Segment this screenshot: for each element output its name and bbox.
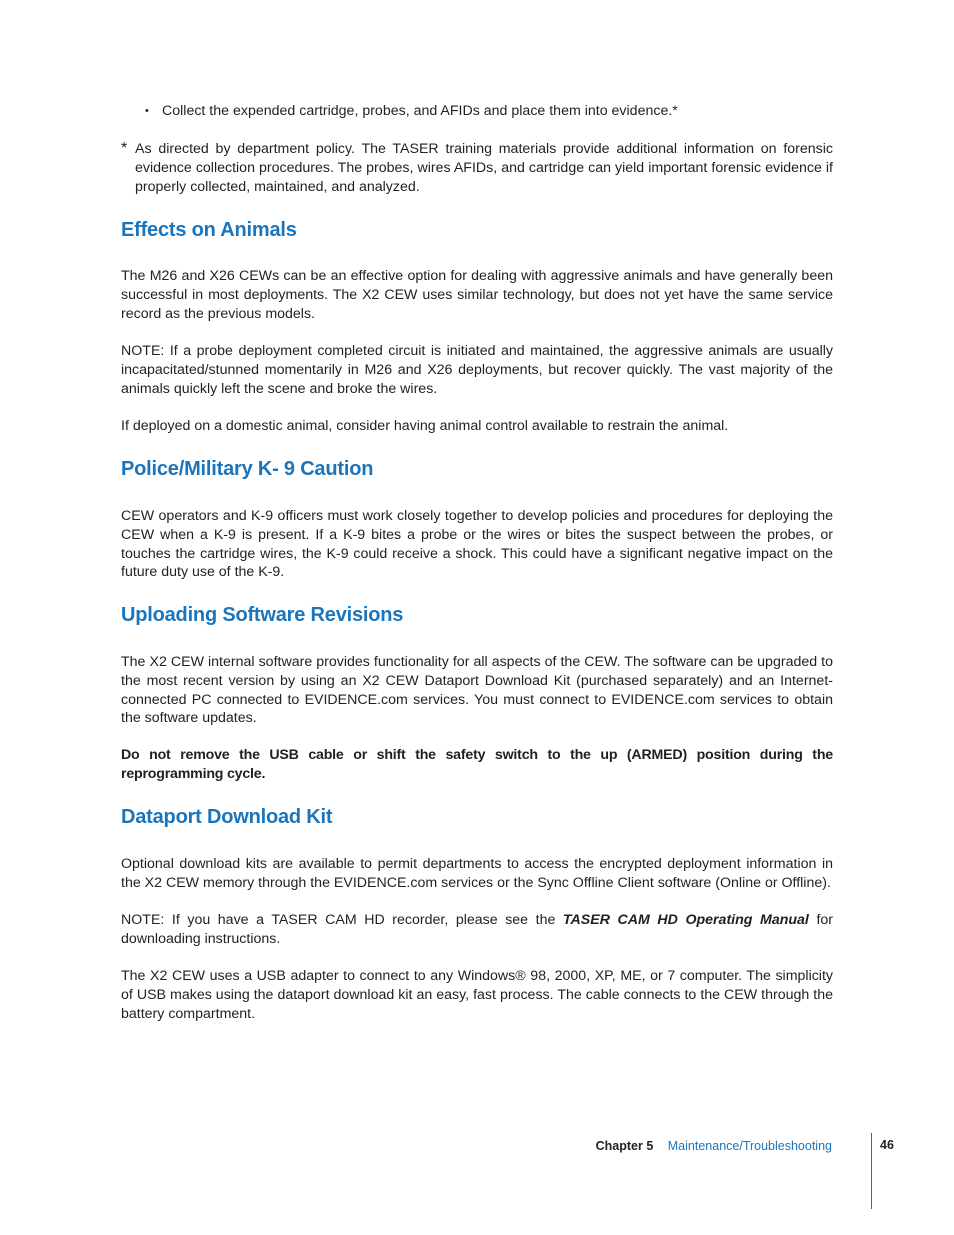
heading-k9-caution: Police/Military K- 9 Caution [121,458,374,480]
bullet-item: • Collect the expended cartridge, probes, and AFIDs and place them into evidence.* [145,102,833,121]
paragraph: CEW operators and K-9 officers must work closely together to develop policies and procedures for deploying the CEW when a K-9 is present. If a K-9 bites a probe or the wires or bites the suspect between the probes, or touches the cartridge wires, the K-9 could receive a shock. This could have a significant negative impact on the future duty use of the K-9. [121,508,833,581]
bullet-list [145,102,833,121]
page-number: 46 [880,1138,894,1152]
dataport-note [121,911,833,949]
animals-paragraph-3 [121,417,833,436]
software-warning [121,746,833,784]
animals-paragraph-2 [121,342,833,398]
dataport-paragraph-3 [121,967,833,1023]
footer-chapter: Chapter 5 [595,1139,654,1153]
paragraph: The X2 CEW uses a USB adapter to connect to any Windows® 98, 2000, XP, ME, or 7 computer. The simplicity of USB makes using the dataport download kit an easy, fast process. The cable connects to the CEW through the battery compartment. [121,968,833,1022]
warning-paragraph: Do not remove the USB cable or shift the safety switch to the up (ARMED) position during the reprogramming cycle. [121,747,833,782]
note-suffix: for downloading instructions. [121,912,834,947]
heading-effects-on-animals: Effects on Animals [121,219,297,241]
footnote-text: As directed by department policy. The TASER training materials provide additional information on forensic evidence collection procedures. The probes, wires AFIDs, and cartridge can yield important forensic evidence if properly collected, maintained, and analyzed. [135,141,833,195]
footnote [121,140,833,196]
page-footer [596,1137,832,1155]
paragraph: The M26 and X26 CEWs can be an effective option for dealing with aggressive animals and have generally been successful in most deployments. The X2 CEW uses similar technology, but does not yet have the same service record as the previous models. [121,268,833,322]
paragraph: If deployed on a domestic animal, consider having animal control available to restrain the animal. [121,418,729,434]
footnote-mark: * [121,140,128,157]
note-prefix: NOTE: If you have a TASER CAM HD recorder, please see the [121,912,563,928]
paragraph: Optional download kits are available to permit departments to access the encrypted deployment information in the X2 CEW memory through the EVIDENCE.com services or the Sync Offline Client software (Online or Offline). [121,856,833,891]
paragraph: NOTE: If a probe deployment completed circuit is initiated and maintained, the aggressive animals are usually incapacitated/stunned momentarily in M26 and X26 deployments, but recover quickly. The vast majority of the animals quickly left the scene and broke the wires. [121,343,833,397]
dataport-paragraph-1 [121,855,833,893]
note-paragraph [121,911,833,949]
heading-dataport-download-kit: Dataport Download Kit [121,806,333,828]
manual-title: TASER CAM HD Operating Manual [562,912,809,928]
footer-section: Maintenance/Troubleshooting [667,1139,832,1153]
paragraph: The X2 CEW internal software provides functionality for all aspects of the CEW. The software can be upgraded to the most recent version by using an X2 CEW Dataport Download Kit (purchased separately) and an Internet-connected PC connected to EVIDENCE.com services. You must connect to EVIDENCE.com services to obtain the software updates. [121,654,833,727]
k9-paragraph-1 [121,507,833,582]
footer-divider [871,1133,872,1209]
software-paragraph-1 [121,653,833,728]
heading-uploading-software: Uploading Software Revisions [121,604,404,626]
animals-paragraph-1 [121,267,833,323]
